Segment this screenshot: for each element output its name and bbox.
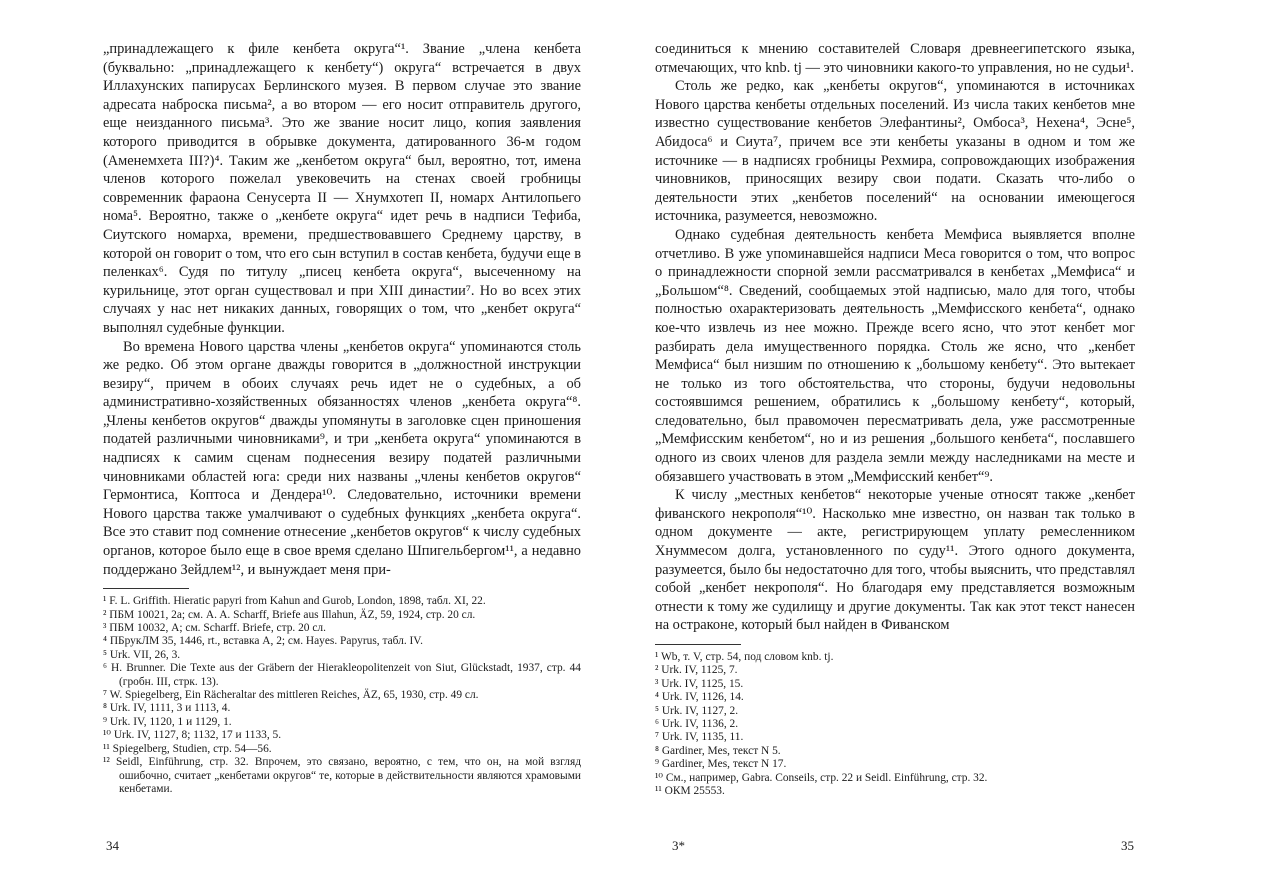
footnote: ⁵ Urk. IV, 1127, 2. <box>655 704 739 717</box>
footnote: ¹¹ Spiegelberg, Studien, стр. 54—56. <box>103 742 272 755</box>
left-body-text <box>103 40 581 579</box>
footnote: ⁷ W. Spiegelberg, Ein Rächeraltar des mittleren Reiches, ÄZ, 65, 1930, стр. 49 сл. <box>103 689 479 702</box>
left-page-number: 34 <box>106 838 119 853</box>
footnote: ⁴ Urk. IV, 1126, 14. <box>655 691 744 704</box>
footnote: ¹ F. L. Griffith. Hieratic papyri from Kahun and Gurob, London, 1898, табл. XI, 22. <box>103 595 486 608</box>
right-paragraph-2: Столь же редко, как „кенбеты округов“, упоминаются в источниках Нового царства кенбеты отдельных поселений. Из числа таких кенбетов мне известно существование кенбетов Элефантины², Омбоса³, Нехена⁴, Эсне⁵, Абидоса⁶ и Сиута⁷, причем все эти кенбеты указаны в одном и том же источнике — в надписях гробницы Рехмира, сопровождающих изображения чиновников, приносящих везиру свои подати. Сказать что-либо о деятельности этих „кенбетов поселений“ на основании имеющегося источника, разумеется, невозможно. <box>655 78 1135 225</box>
right-paragraph-1: соединиться к мнению составителей Словаря древнеегипетского языка, отмечающих, что knb. tj — это чиновники какого-то управления, но не судьи¹. <box>655 41 1135 76</box>
right-paragraph-3: Однако судебная деятельность кенбета Мемфиса выявляется вполне отчетливо. В уже упоминавшейся надписи Меса говорится о том, что вопрос о принадлежности спорной земли рассматривался в кенбетах „Мемфиса“ и „Большом“⁸. Сведений, сообщаемых этой надписью, мало для того, чтобы полностью охарактеризовать деятельность „Мемфисского кенбета“, однако кое-что извлечь из нее можно. Прежде всего ясно, что этот кенбет мог разбирать дела имущественного порядка. Столь же ясно, что „кенбет Мемфиса“ был низшим по отношению к „большому кенбету“. Это вытекает не только из того обстоятельства, что стороны, будучи недовольны состоявшимся решением, обратились к „большому кенбету“, который, следовательно, был правомочен пересматривать дела, уже рассмотренные „Мемфисским кенбетом“, но и из решения „большого кенбета“, пославшего одного из своих членов для раздела земли между наследниками на месте и обязавшего участвовать в этом „Мемфисский кенбет“⁹. <box>655 226 1135 485</box>
footnote: ¹ Wb, т. V, стр. 54, под словом knb. tj. <box>655 651 834 663</box>
left-page <box>103 40 581 796</box>
footnote: ¹¹ ОКМ 25553. <box>655 785 725 798</box>
footnote: ⁹ Urk. IV, 1120, 1 и 1129, 1. <box>103 715 232 728</box>
footnote: ¹² Seidl, Einführung, стр. 32. Впрочем, это связано, вероятно, с тем, что он, на мой взгляд ошибочно, считает „кенбетами округов“ те, которые в действительности являются храмовыми кенбетами. <box>103 756 581 795</box>
footnote: ⁸ Gardiner, Mes, текст N 5. <box>655 744 781 757</box>
right-footnote-rule <box>655 644 741 645</box>
right-page-number: 35 <box>1121 838 1134 853</box>
footnote: ² Urk. IV, 1125, 7. <box>655 664 738 677</box>
right-page <box>655 40 1135 798</box>
right-body-text <box>655 40 1135 635</box>
footnote: ⁷ Urk. IV, 1135, 11. <box>655 731 744 744</box>
footnote: ³ ПБМ 10032, А; см. Scharff. Briefe, стр. 20 сл. <box>103 622 326 635</box>
footnote: ⁶ H. Brunner. Die Texte aus der Gräbern der Hierakleopolitenzeit von Siut, Glückstadt, 1937, стр. 44 (гробн. III, стрк. 13). <box>103 662 581 688</box>
right-footnotes <box>655 651 1135 798</box>
footnote: ⁸ Urk. IV, 1111, 3 и 1113, 4. <box>103 702 231 715</box>
left-footnotes <box>103 595 581 796</box>
footnote: ¹⁰ Urk. IV, 1127, 8; 1132, 17 и 1133, 5. <box>103 729 282 742</box>
footnote: ⁹ Gardiner, Mes, текст N 17. <box>655 758 787 771</box>
footnote: ³ Urk. IV, 1125, 15. <box>655 677 744 690</box>
footnote: ⁴ ПБрукЛМ 35, 1446, rt., вставка А, 2; см. Hayes. Papyrus, табл. IV. <box>103 635 423 648</box>
footnote: ⁵ Urk. VII, 26, 3. <box>103 648 181 661</box>
signature-mark: 3* <box>672 838 685 853</box>
footnote: ⁶ Urk. IV, 1136, 2. <box>655 718 739 731</box>
left-footnote-rule <box>103 588 189 589</box>
footnote: ² ПБМ 10021, 2а; см. A. A. Scharff, Briefe aus Illahun, ÄZ, 59, 1924, стр. 20 сл. <box>103 608 476 621</box>
footnote: ¹⁰ См., например, Gabra. Conseils, стр. 22 и Seidl. Einführung, стр. 32. <box>655 771 988 784</box>
right-paragraph-4: К числу „местных кенбетов“ некоторые ученые относят также „кенбет фиванского некрополя“¹⁰. Насколько мне известно, он назван так только в одном документе — акте, регистрирующем уплату ремесленником Хнуммесом долга, установленного по суду¹¹. Этого одного документа, разумеется, было бы недостаточно для того, чтобы выяснить, что представлял собой „кенбет некрополя“. Но благодаря ему представляется возможным отнести к тому же судилищу и другие документы. Так как этот текст нанесен на остраконе, который был найден в Фиванском <box>655 487 1135 634</box>
left-paragraph-1: „принадлежащего к филе кенбета округа“¹. Звание „члена кенбета (буквально: „принадлежащего к кенбету“) округа“ встречается в двух Иллахунских папирусах Берлинского музея. В первом случае это звание адресата наброска письма², а во втором — его носит отправитель другого, еще неизданного письма³. Это же звание носит лицо, копия заявления которого приводится в обрывке документа, датированного 36-м годом (Аменемхета III?)⁴. Таким же „кенбетом округа“ был, вероятно, тот, имена членов которого пожелал увековечить на стенах своей гробницы современник фараона Сенусерта II — Хнумхотеп II, номарх Антилопьего нома⁵. Вероятно, также о „кенбете округа“ идет речь в надписи Тефиба, Сиутского номарха, времени, предшествовавшего Среднему царству, в которой он говорит о том, что его сын вступил в состав кенбета, будучи еще в пеленках⁶. Судя по титулу „писец кенбета округа“, высеченному на курильнице, этот орган существовал и при XIII династии⁷. Но во всех этих случаях у нас нет никаких данных, говорящих о том, что „кенбет округа“ выполнял судебные функции. <box>103 41 581 336</box>
left-paragraph-2: Во времена Нового царства члены „кенбетов округа“ упоминаются столь же редко. Об этом органе дважды говорится в „должностной инструкции везиру“, причем в обоих случаях речь идет не о судебных, а об административно-хозяйственных обязанностях членов „кенбета округа“⁸. „Члены кенбетов округов“ дважды упомянуты в заголовке сцен приношения податей различными чиновниками⁹, и три „кенбета округа“ упоминаются в надписях к самим сценам поднесения везиру податей различными чиновниками областей юга: среди них названы „члены кенбетов округов“ Гермонтиса, Коптоса и Дендера¹⁰. Следовательно, источники времени Нового царства также умалчивают о судебных функциях „кенбета округа“. Все это ставит под сомнение отнесение „кенбетов округов“ к числу судебных органов, которое было еще в свое время сделано Шпигельбергом¹¹, а недавно поддержано Зейдлем¹², и вынуждает меня при- <box>103 338 581 578</box>
